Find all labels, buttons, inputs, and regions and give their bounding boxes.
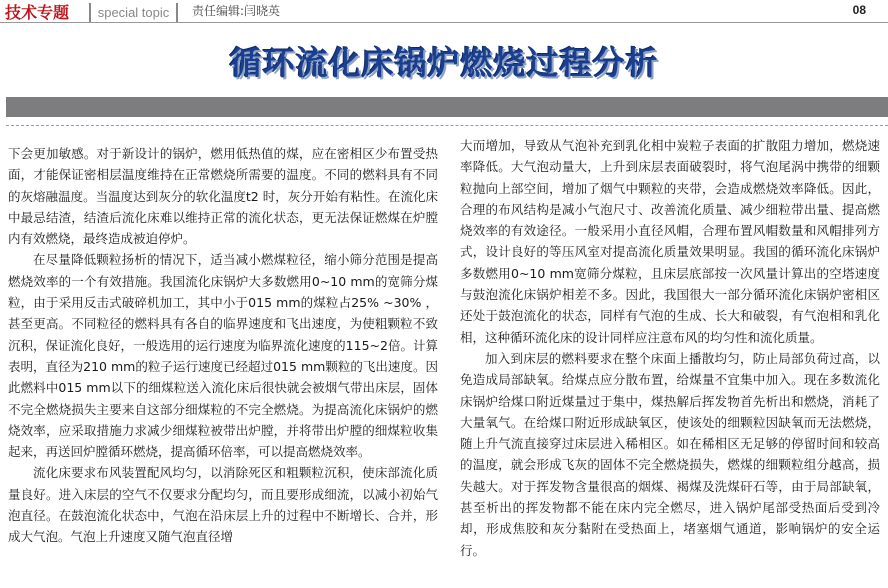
column-right: [460, 135, 880, 561]
header-rule: [0, 22, 888, 23]
paragraph: 下会更加敏感。对于新设计的锅炉，燃用低热值的煤，应在密相区少布置受热面，才能保证密相层温度维持在正常燃烧所需要的温度。不同的燃料具有不同的灰熔融温度。当温度达到灰分的软化温度t2 时，灰分开始有粘性。在流化床中最忌结渣，结渣后流化床难以维持正常的流化状态，更无法保证燃煤在炉膛内有效燃烧，最终造成被迫停炉。: [8, 146, 438, 247]
section-topic: special topic: [89, 3, 178, 23]
paragraph: 在尽量降低颗粒扬析的情况下，适当减小燃煤粒径，缩小筛分范围是提高燃烧效率的一个有效措施。我国流化床锅炉大多数燃用0~10 mm的宽筛分煤粒，由于采用反击式破碎机加工，其中小于015 mm的煤粒占25% ~30% ，甚至更高。不同粒径的燃料具有各自的临界速度和飞出速度，为使粗颗粒不致沉积，保证流化良好，一般选用的运行速度为临界流化速度的115~2倍。计算表明，直径为210 mm的粒子运行速度已经超过015 mm颗粒的飞出速度。因此燃料中015 mm以下的细煤粒送入流化床后很快就会被烟气带出床层，固体不完全燃烧损失主要来自这部分细煤粒的不完全燃烧。为提高流化床锅炉的燃烧效率，应采取措施力求减少细煤粒被带出炉膛，并将带出炉膛的细煤粒收集起来，再送回炉膛循环燃烧，提高循环倍率，可以提高燃烧效率。: [8, 252, 438, 460]
editor-credit: 责任编辑:闫晓英: [192, 4, 281, 18]
title-band: [6, 97, 888, 117]
section-brand: 技术专题: [0, 2, 89, 24]
dashed-divider: [6, 125, 888, 126]
article-title: 循环流化床锅炉燃烧过程分析: [229, 44, 659, 82]
column-left: [8, 143, 438, 548]
paragraph: 大而增加，导致从气泡补充到乳化相中炭粒子表面的扩散阻力增加，燃烧速率降低。大气泡动量大，上升到床层表面破裂时，将气泡尾涡中携带的细颗粒抛向上部空间，增加了烟气中颗粒的夹带，会造成燃烧效率降低。因此，合理的布风结构是减小气泡尺寸、改善流化质量、减少细粒带出量、提高燃烧效率的有效途径。一般采用小直径风帽，合理布置风帽数量和风帽排列方式，设计良好的等压风室对提高流化质量效果明显。我国的循环流化床锅炉多数燃用0~10 mm宽筛分煤粒，且床层底部按一次风量计算出的空塔速度与鼓泡流化床锅炉相差不多。因此，我国很大一部分循环流化床锅炉密相区还处于鼓泡流化的状态，同样有气泡的生成、长大和破裂，有气泡相和乳化相，这种循环流化床的设计同样应注意布风的均匀性和流化质量。: [460, 138, 880, 345]
paragraph: 流化床要求布风装置配风均匀，以消除死区和粗颗粒沉积，使床部流化质量良好。进入床层的空气不仅要求分配均匀，而且要形成细流，以减小初始气泡直径。在鼓泡流化状态中，气泡在沿床层上升的过程中不断增长、合并，形成大气泡。气泡上升速度又随气泡直径增: [8, 465, 438, 545]
paragraph: 加入到床层的燃料要求在整个床面上播散均匀，防止局部负荷过高，以免造成局部缺氧。给煤点应分散布置，给煤量不宜集中加入。现在多数流化床锅炉给煤口附近煤量过于集中，煤热解后挥发物首先析出和燃烧，消耗了大量氧气。在给煤口附近形成缺氧区，使该处的细颗粒因缺氧而无法燃烧，随上升气流直接穿过床层进入稀相区。如在稀相区无足够的停留时间和较高的温度，就会形成飞灰的固体不完全燃烧损失，燃煤的细颗粒组分越高，损失越大。对于挥发物含量很高的烟煤、褐煤及洗煤矸石等，由于局部缺氧，甚至析出的挥发物都不能在床内完全燃尽，进入锅炉尾部受热面后受到冷却，形成焦胶和灰分黏附在受热面上，堵塞烟气通道，影响锅炉的安全运行。: [460, 350, 880, 558]
page-number: 08: [852, 3, 866, 17]
